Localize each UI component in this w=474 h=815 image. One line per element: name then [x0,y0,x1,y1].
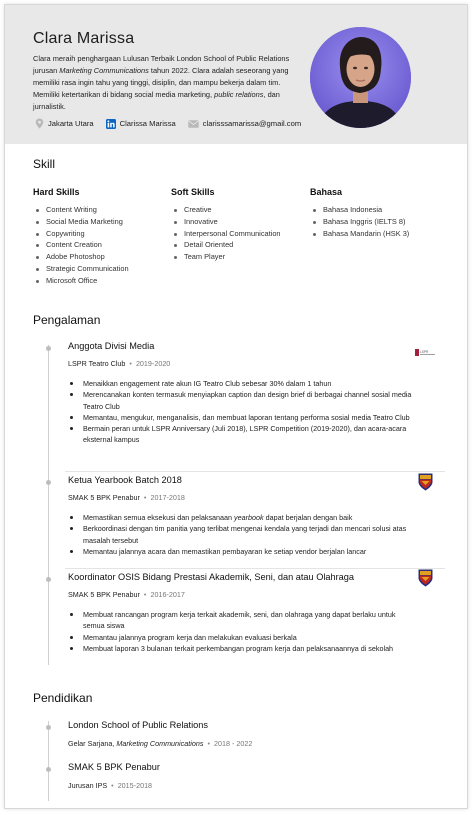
list-item: Bahasa Inggris (IELTS 8) [312,216,409,228]
separator-dot: • [111,781,114,790]
profile-photo [310,27,411,128]
education-school: London School of Public Relations [68,720,208,730]
separator-dot: • [143,493,147,502]
education-school: SMAK 5 BPK Penabur [68,762,160,772]
list-item: Innovative [173,216,281,228]
experience-section-title: Pengalaman [33,313,101,327]
bullet-item [68,378,413,389]
experience-role: Ketua Yearbook Batch 2018 [68,475,182,485]
emphasis-text: yearbook [234,513,264,522]
email-text[interactable]: clarisssamarissa@gmail.com [202,119,302,128]
location-text: Jakarta Utara [48,119,94,128]
timeline-dot [46,346,51,351]
penabur-logo [418,473,433,496]
separator-dot: • [143,590,147,599]
location-pin-icon [35,118,44,129]
lspr-logo-text: LSPR [420,350,429,354]
list-item: Social Media Marketing [35,216,129,228]
experience-bullets [68,512,413,557]
language-title: Bahasa [310,187,343,197]
experience-date: 2016-2017 [150,590,185,599]
hard-skills-list [35,204,129,287]
list-item: Strategic Communication [35,263,129,275]
text-run: Memantau, mengukur, menganalisis, dan membuat laporan tentang performa sosial media Teatro Club [83,412,410,422]
experience-org-line [68,359,170,368]
contact-email[interactable] [188,119,301,128]
text-run: Berkoordinasi dengan tim panitia yang terlibat mengenai kendala yang terjadi dan mencari solusi atas masalah tersebut [83,524,407,545]
soft-skills-title: Soft Skills [171,187,215,197]
list-item: Team Player [173,251,281,263]
experience-date: 2019-2020 [135,359,171,368]
language-list [312,204,409,239]
bullet-item [68,609,413,632]
timeline-dot [46,480,51,485]
bullet-item [68,523,413,546]
text-run: Bermain peran untuk LSPR Anniversary (Juli 2018), LSPR Competition (2019-2020), dan acara-acara eksternal kampus [83,424,407,445]
text-run: Memastikan semua eksekusi dan pelaksanaan [83,513,235,522]
list-item: Microsoft Office [35,275,129,287]
text-run: Menaikkan engagement rate akun IG Teatro Club sebesar 30% dalam 1 tahun [83,379,332,388]
education-section-title: Pendidikan [33,691,93,705]
profile-portrait-image [310,27,411,128]
text-run: Memiliki ketertarikan di bidang social media marketing, [33,90,215,99]
hard-skills-title: Hard Skills [33,187,80,197]
bio-paragraph-1 [33,53,295,89]
experience-timeline-line [48,345,49,665]
bullet-item [68,512,413,523]
bullet-item [68,632,413,643]
lspr-logo [415,345,437,363]
education-detail-line [68,781,152,790]
text-run: Clara meraih penghargaan Lulusan Terbaik London School of Public Relations jurusan [33,54,290,75]
experience-role: Koordinator OSIS Bidang Prestasi Akademik, Seni, dan atau Olahraga [68,572,355,582]
lspr-logo-icon [415,348,437,358]
emphasis-text: Marketing Communications [116,739,204,748]
experience-org-line [68,590,185,599]
timeline-dot [46,577,51,582]
text-run: dapat berjalan dengan baik [263,513,353,522]
bullet-item [68,546,413,557]
experience-org: LSPR Teatro Club [68,359,126,368]
bullet-item [68,412,413,423]
text-run: Merencanakan konten termasuk menyiapkan caption dan design brief di berbagai channel sosial media Teatro Club [83,390,412,411]
contact-linkedin[interactable] [106,119,176,129]
profile-summary [33,53,295,113]
candidate-name: Clara Marissa [33,30,135,47]
text-run: Membuat rancangan program kerja terkait akademik, seni, dan olahraga yang dapat berlaku untuk semua siswa [83,610,396,631]
text-run: Gelar Sarjana, [68,739,117,748]
bullet-item [68,423,413,446]
timeline-dot [46,725,51,730]
mail-icon [188,120,199,128]
list-item: Detail Oriented [173,239,281,251]
text-run: Membuat laporan 3 bulanan terkait perkembangan program kerja dan pelaksanaannya di sekolah [83,643,394,653]
list-item: Content Creation [35,239,129,251]
experience-org-line [68,493,185,502]
text-run: Jurusan IPS [68,781,108,790]
soft-skills-list [173,204,281,263]
experience-role: Anggota Divisi Media [68,341,155,351]
bio-paragraph-2 [33,89,295,113]
education-detail-line [68,739,252,748]
list-item: Interpersonal Communication [173,228,281,240]
list-item: Bahasa Mandarin (HSK 3) [312,228,409,240]
penabur-logo [418,569,433,592]
education-degree [68,739,203,748]
education-date: 2015-2018 [117,781,153,790]
timeline-dot [46,767,51,772]
contact-row [35,118,313,129]
profile-header [5,5,467,144]
text-run: Memantau jalannya acara dan memastikan pembayaran ke setiap vendor berjalan lancar [83,546,367,556]
linkedin-text[interactable]: Clarissa Marissa [119,119,176,128]
education-date: 2018 - 2022 [213,739,253,748]
separator-dot: • [129,359,132,368]
emphasis-text: Marketing Communications [59,66,149,75]
list-item: Copywriting [35,228,129,240]
school-shield-icon [418,473,433,491]
list-item: Creative [173,204,281,216]
linkedin-icon [106,119,116,129]
list-item: Bahasa Indonesia [312,204,409,216]
experience-date: 2017-2018 [150,493,185,502]
contact-location [35,118,94,129]
text-run: , dan jurnalistik. [33,90,280,111]
text-run: Memantau jalannya program kerja dan melakukan evaluasi berkala [83,632,297,642]
experience-bullets [68,378,413,446]
education-timeline-line [48,721,49,801]
separator-dot: • [207,739,210,748]
bullet-item [68,643,413,654]
experience-org: SMAK 5 BPK Penabur [68,493,140,502]
experience-org: SMAK 5 BPK Penabur [68,590,140,599]
entry-divider [65,471,445,472]
emphasis-text: public relations [214,90,264,99]
list-item: Content Writing [35,204,129,216]
entry-divider [65,568,445,569]
text-run: tahun 2022. Clara adalah seseorang yang memiliki rasa ingin tahu yang tinggi, disiplin, dan mampu bekerja dalam tim. [33,66,289,87]
list-item: Adobe Photoshop [35,251,129,263]
skill-section-title: Skill [33,157,56,171]
experience-bullets [68,609,413,654]
school-shield-icon [418,569,433,587]
education-degree [68,781,107,790]
bullet-item [68,389,413,412]
resume-page [4,4,468,809]
